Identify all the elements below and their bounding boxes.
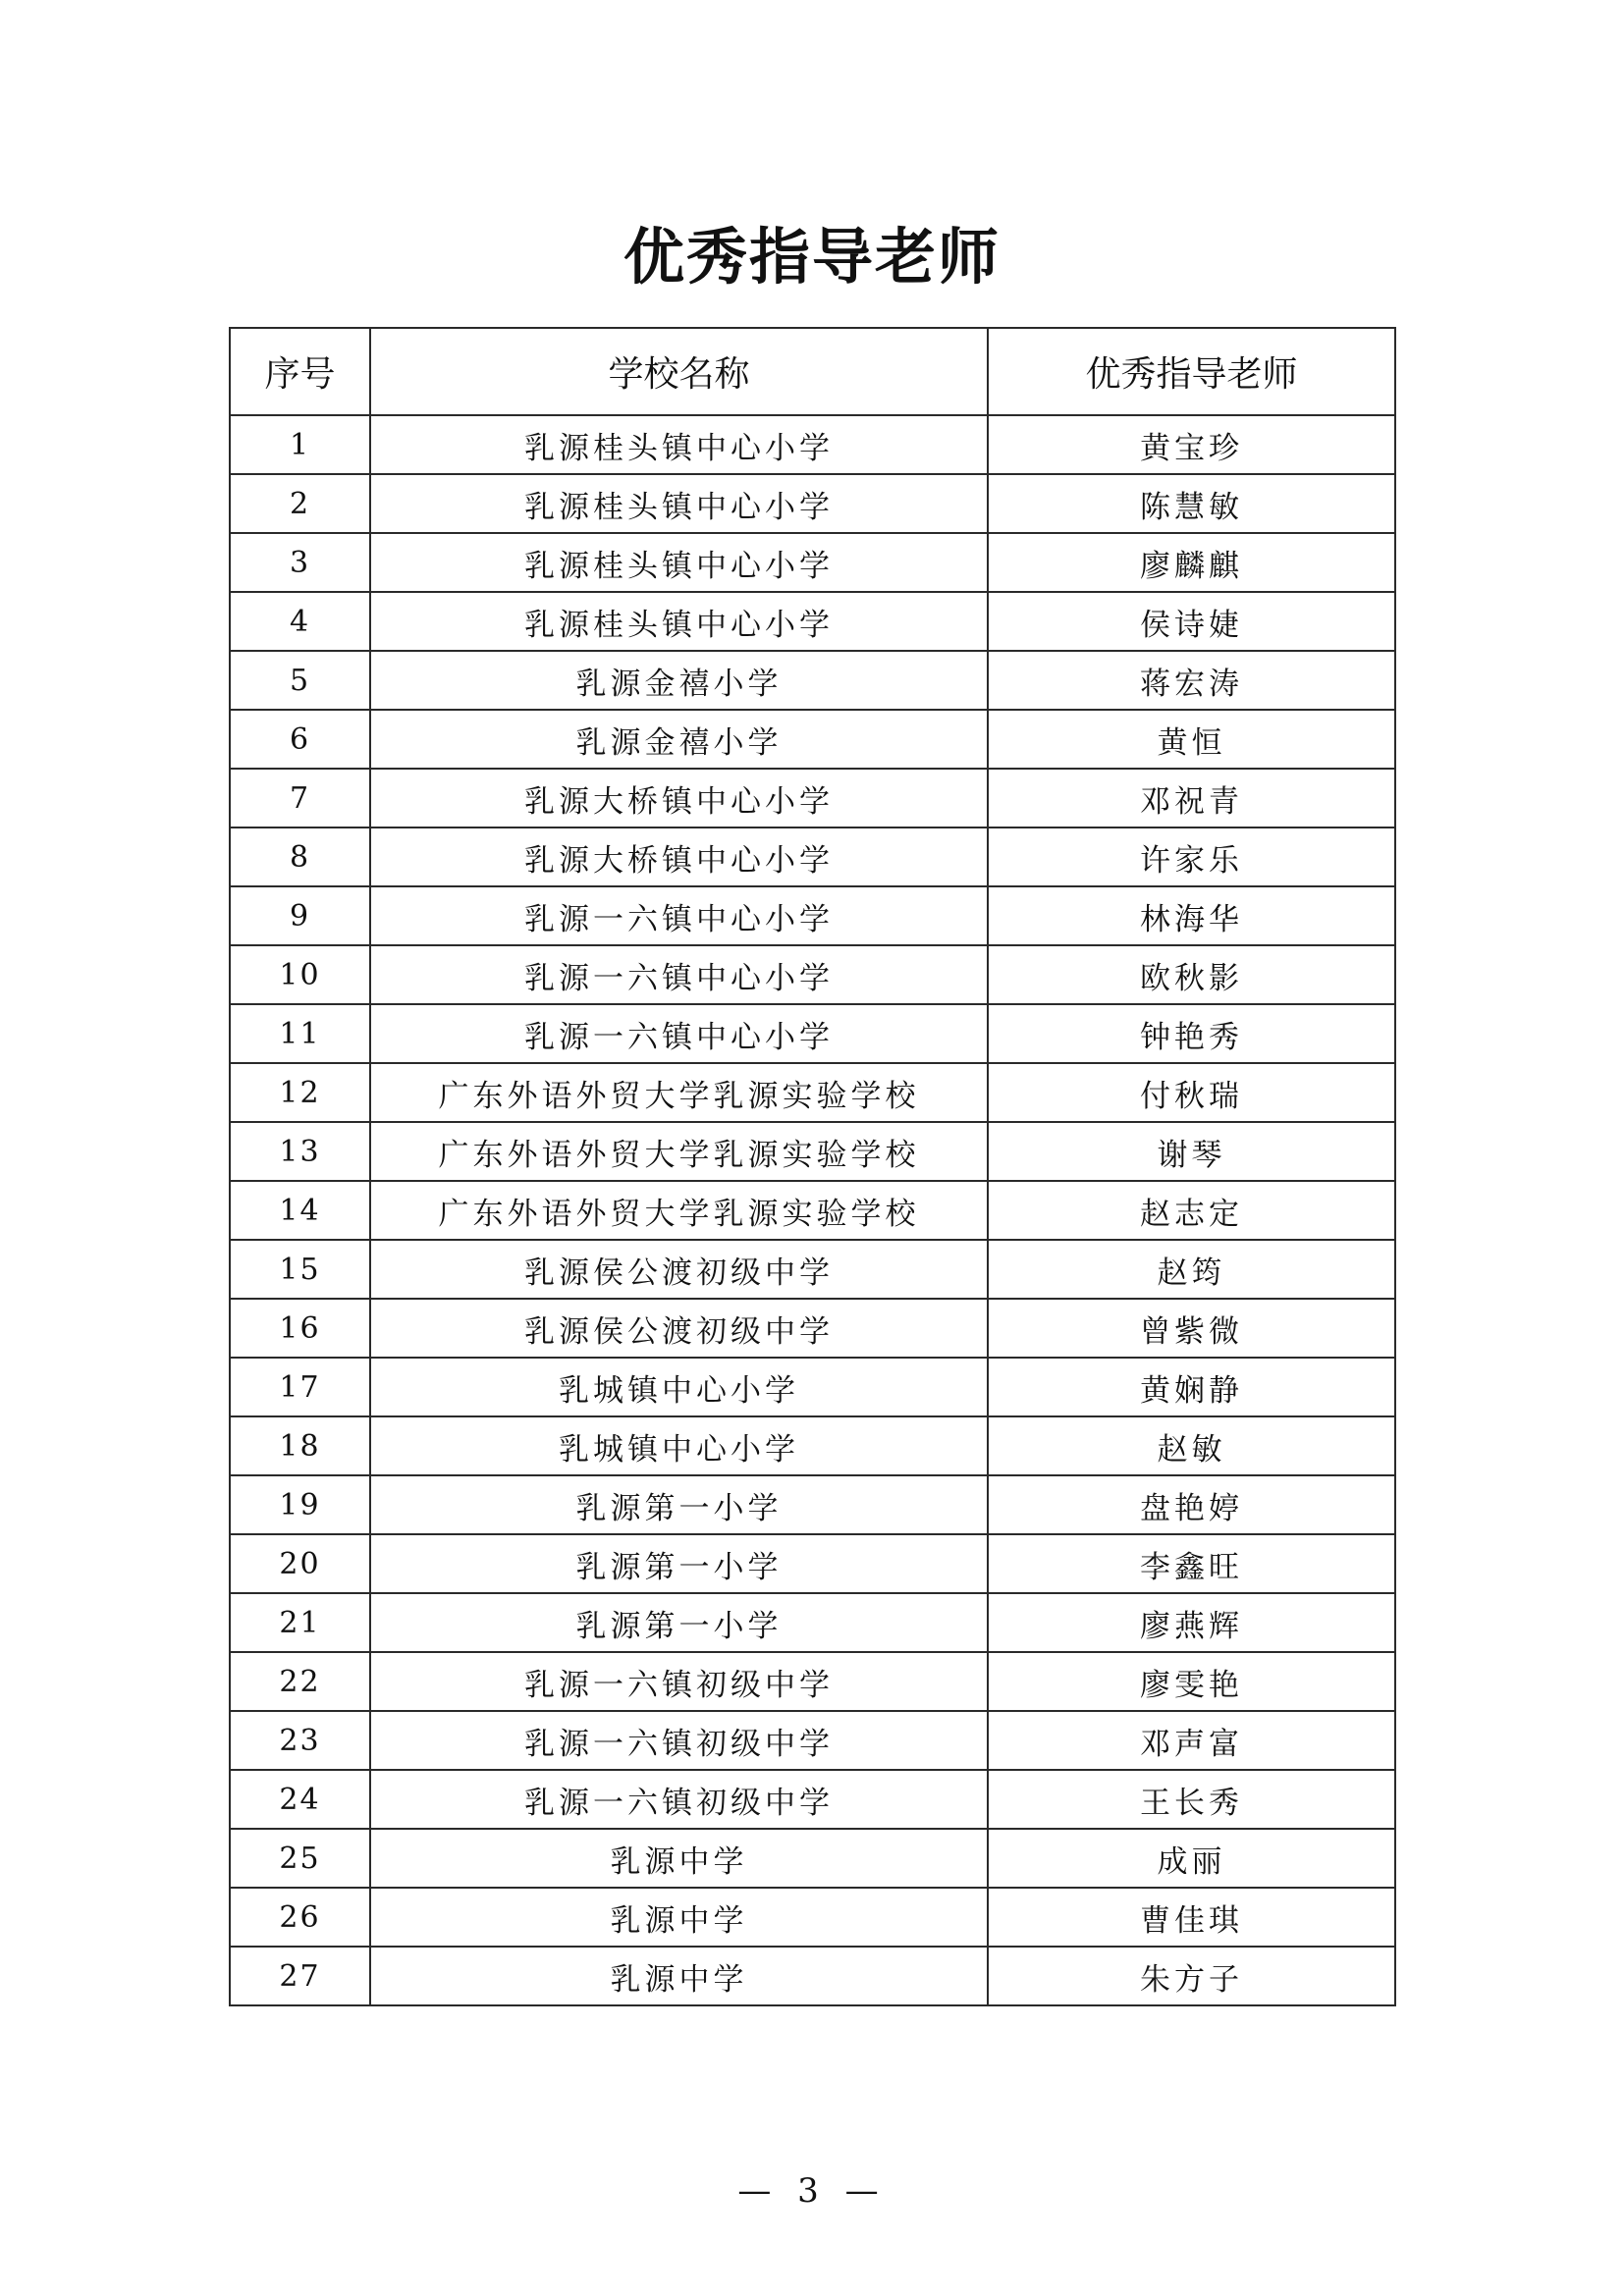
table-row (230, 415, 1395, 474)
row-teacher: 邓祝青 (988, 769, 1395, 828)
table-row (230, 1004, 1395, 1063)
row-school: 乳源桂头镇中心小学 (370, 533, 988, 592)
table-row (230, 710, 1395, 769)
row-number: 19 (230, 1475, 370, 1534)
row-teacher: 李鑫旺 (988, 1534, 1395, 1593)
row-teacher: 林海华 (988, 886, 1395, 945)
row-school: 乳源金禧小学 (370, 710, 988, 769)
row-number: 13 (230, 1122, 370, 1181)
row-teacher: 赵筠 (988, 1240, 1395, 1299)
table-row (230, 1240, 1395, 1299)
table-row (230, 533, 1395, 592)
row-teacher: 曾紫微 (988, 1299, 1395, 1358)
row-number: 3 (230, 533, 370, 592)
row-school: 乳源第一小学 (370, 1475, 988, 1534)
row-school: 广东外语外贸大学乳源实验学校 (370, 1181, 988, 1240)
row-school: 乳源一六镇初级中学 (370, 1770, 988, 1829)
row-number: 25 (230, 1829, 370, 1888)
row-number: 7 (230, 769, 370, 828)
row-school: 乳源一六镇初级中学 (370, 1711, 988, 1770)
table-row (230, 1181, 1395, 1240)
row-school: 乳源桂头镇中心小学 (370, 415, 988, 474)
row-number: 2 (230, 474, 370, 533)
row-school: 乳源中学 (370, 1829, 988, 1888)
table-row (230, 886, 1395, 945)
table-row (230, 474, 1395, 533)
table-row (230, 828, 1395, 886)
row-teacher: 曹佳琪 (988, 1888, 1395, 1947)
table-row (230, 1770, 1395, 1829)
table-row (230, 1534, 1395, 1593)
row-teacher: 王长秀 (988, 1770, 1395, 1829)
row-number: 21 (230, 1593, 370, 1652)
row-number: 27 (230, 1947, 370, 2005)
row-teacher: 蒋宏涛 (988, 651, 1395, 710)
row-number: 4 (230, 592, 370, 651)
row-school: 广东外语外贸大学乳源实验学校 (370, 1063, 988, 1122)
table-row (230, 1829, 1395, 1888)
row-teacher: 黄宝珍 (988, 415, 1395, 474)
row-number: 9 (230, 886, 370, 945)
table-row (230, 1888, 1395, 1947)
table-header-row (230, 328, 1395, 415)
table-row (230, 1475, 1395, 1534)
table-row (230, 1593, 1395, 1652)
row-teacher: 廖燕辉 (988, 1593, 1395, 1652)
row-school: 乳源一六镇中心小学 (370, 886, 988, 945)
row-number: 11 (230, 1004, 370, 1063)
row-number: 8 (230, 828, 370, 886)
header-teacher: 优秀指导老师 (988, 328, 1395, 415)
table-row (230, 1416, 1395, 1475)
table-row (230, 769, 1395, 828)
row-teacher: 盘艳婷 (988, 1475, 1395, 1534)
row-teacher: 朱方子 (988, 1947, 1395, 2005)
row-number: 16 (230, 1299, 370, 1358)
row-teacher: 侯诗婕 (988, 592, 1395, 651)
teacher-table (229, 327, 1396, 2006)
row-teacher: 欧秋影 (988, 945, 1395, 1004)
row-number: 18 (230, 1416, 370, 1475)
table-row (230, 1122, 1395, 1181)
row-number: 24 (230, 1770, 370, 1829)
header-number: 序号 (230, 328, 370, 415)
row-school: 乳源桂头镇中心小学 (370, 474, 988, 533)
row-teacher: 谢琴 (988, 1122, 1395, 1181)
row-school: 乳源一六镇中心小学 (370, 945, 988, 1004)
row-teacher: 黄娴静 (988, 1358, 1395, 1416)
row-number: 14 (230, 1181, 370, 1240)
row-school: 乳源一六镇中心小学 (370, 1004, 988, 1063)
row-school: 乳源第一小学 (370, 1593, 988, 1652)
row-teacher: 廖麟麒 (988, 533, 1395, 592)
page-title: 优秀指导老师 (623, 221, 1001, 293)
row-teacher: 廖雯艳 (988, 1652, 1395, 1711)
row-school: 乳源中学 (370, 1888, 988, 1947)
row-school: 乳源侯公渡初级中学 (370, 1299, 988, 1358)
row-teacher: 邓声富 (988, 1711, 1395, 1770)
row-teacher: 黄恒 (988, 710, 1395, 769)
row-number: 10 (230, 945, 370, 1004)
row-number: 17 (230, 1358, 370, 1416)
row-school: 乳源大桥镇中心小学 (370, 769, 988, 828)
header-school: 学校名称 (370, 328, 988, 415)
row-school: 乳源大桥镇中心小学 (370, 828, 988, 886)
table-row (230, 945, 1395, 1004)
row-number: 1 (230, 415, 370, 474)
row-school: 乳城镇中心小学 (370, 1358, 988, 1416)
row-number: 22 (230, 1652, 370, 1711)
row-number: 6 (230, 710, 370, 769)
row-number: 15 (230, 1240, 370, 1299)
row-number: 5 (230, 651, 370, 710)
row-teacher: 钟艳秀 (988, 1004, 1395, 1063)
table-row (230, 1063, 1395, 1122)
row-school: 乳源一六镇初级中学 (370, 1652, 988, 1711)
table-row (230, 1947, 1395, 2005)
page-number: — 3 — (737, 2171, 887, 2211)
table-row (230, 1299, 1395, 1358)
row-school: 乳源侯公渡初级中学 (370, 1240, 988, 1299)
row-number: 12 (230, 1063, 370, 1122)
table-row (230, 651, 1395, 710)
table-row (230, 1711, 1395, 1770)
row-number: 20 (230, 1534, 370, 1593)
row-school: 广东外语外贸大学乳源实验学校 (370, 1122, 988, 1181)
row-number: 26 (230, 1888, 370, 1947)
row-school: 乳源第一小学 (370, 1534, 988, 1593)
row-school: 乳源桂头镇中心小学 (370, 592, 988, 651)
row-teacher: 赵志定 (988, 1181, 1395, 1240)
table-row (230, 1652, 1395, 1711)
table-row (230, 592, 1395, 651)
row-number: 23 (230, 1711, 370, 1770)
row-school: 乳城镇中心小学 (370, 1416, 988, 1475)
row-teacher: 付秋瑞 (988, 1063, 1395, 1122)
row-school: 乳源中学 (370, 1947, 988, 2005)
table-row (230, 1358, 1395, 1416)
row-school: 乳源金禧小学 (370, 651, 988, 710)
row-teacher: 陈慧敏 (988, 474, 1395, 533)
row-teacher: 成丽 (988, 1829, 1395, 1888)
row-teacher: 赵敏 (988, 1416, 1395, 1475)
row-teacher: 许家乐 (988, 828, 1395, 886)
